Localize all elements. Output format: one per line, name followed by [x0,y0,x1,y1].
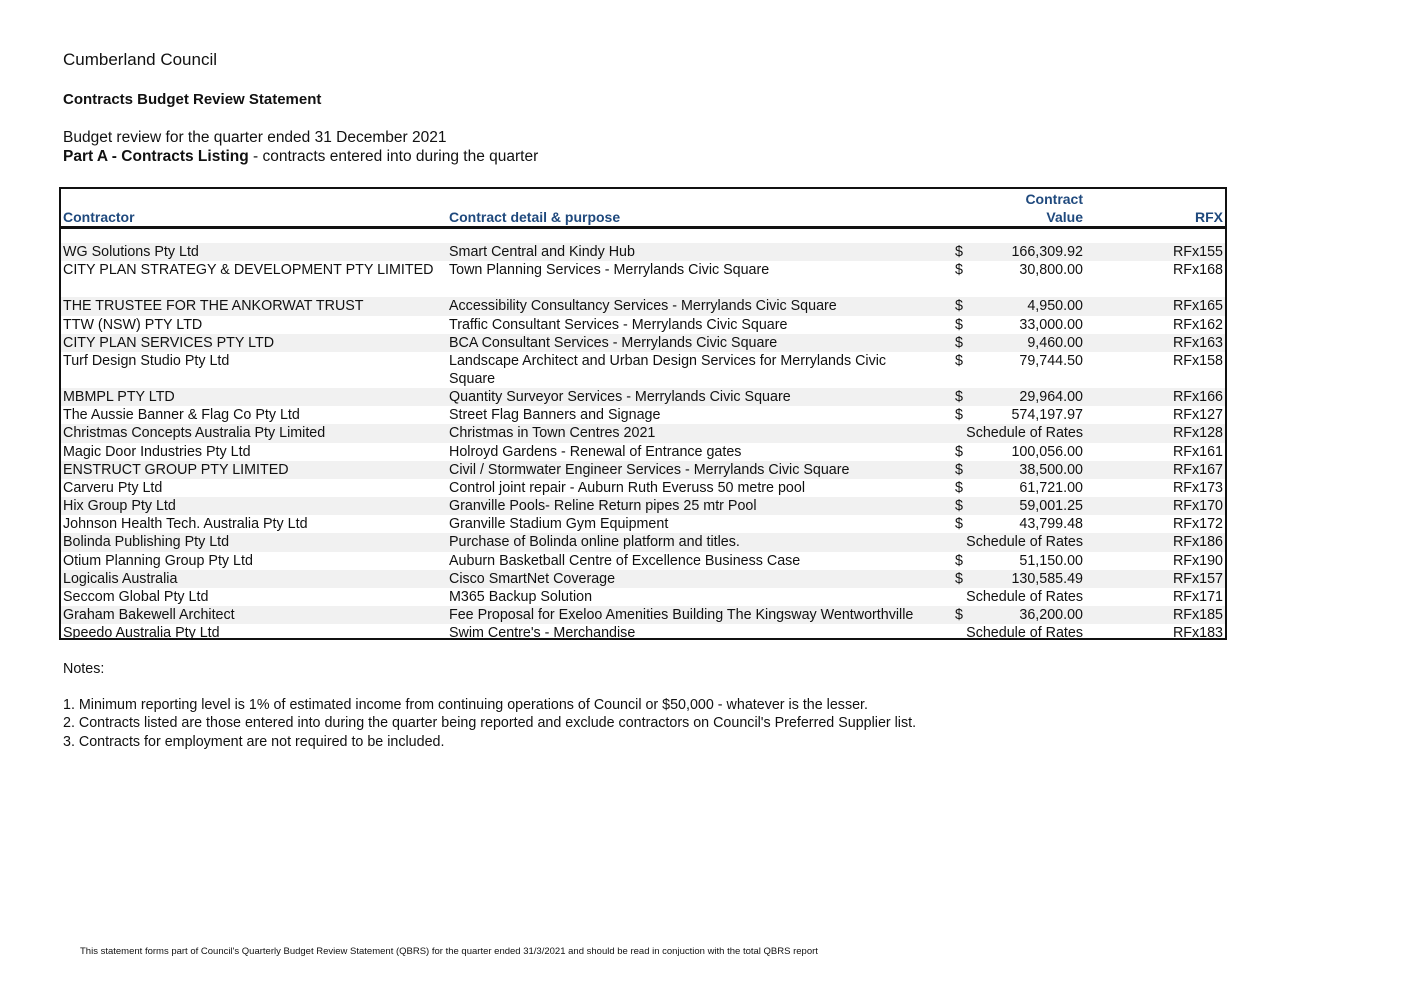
table-row [61,297,1225,315]
contractor-cell: CITY PLAN SERVICES PTY LTD [63,334,275,351]
currency-symbol: $ [955,388,963,405]
rfx-cell: RFx171 [1172,589,1223,605]
part-a-suffix: - contracts entered into during the quarter [248,148,539,165]
contract-value-cell: 166,309.92 [1011,244,1083,260]
contract-detail-cell: Town Planning Services - Merrylands Civic Square [449,262,770,279]
contract-value-cell: Schedule of Rates [966,425,1083,442]
part-a-label: Part A - Contracts Listing [63,148,249,165]
contract-detail-cell: Christmas in Town Centres 2021 [449,425,656,442]
table-row [61,388,1225,406]
table-row [61,316,1225,334]
rfx-cell: RFx167 [1172,461,1223,478]
rfx-cell: RFx172 [1172,516,1223,533]
table-row [61,461,1225,479]
contract-detail-cell: M365 Backup Solution [449,589,593,605]
table-row [61,552,1225,570]
contracts-table [59,187,1227,640]
contract-detail-cell: Granville Stadium Gym Equipment [449,516,669,533]
contract-value-cell: 36,200.00 [1019,607,1083,624]
organisation-name: Cumberland Council [63,50,218,69]
contract-detail-cell: Control joint repair - Auburn Ruth Everuss 50 metre pool [449,479,806,496]
header-value-line2: Value [1046,209,1083,225]
contract-detail-cell: Swim Centre's - Merchandise [449,625,636,642]
table-row [61,624,1225,642]
contractor-cell: Johnson Health Tech. Australia Pty Ltd [63,516,308,533]
contract-detail-cell: Granville Pools- Reline Return pipes 25 mtr Pool [449,498,757,515]
contract-value-cell: Schedule of Rates [966,625,1083,642]
contractor-cell: TTW (NSW) PTY LTD [63,316,203,333]
contract-value-cell: 61,721.00 [1019,479,1083,496]
contractor-cell: Magic Door Industries Pty Ltd [63,443,251,460]
header-contract-detail: Contract detail & purpose [449,209,621,225]
contract-value-cell: 130,585.49 [1011,570,1083,587]
rfx-cell: RFx157 [1172,570,1223,587]
contract-detail-cell: Auburn Basketball Centre of Excellence Business Case [449,552,801,569]
header-divider [61,226,1225,229]
currency-symbol: $ [955,298,963,315]
currency-symbol: $ [955,316,963,333]
contract-detail-cell: Landscape Architect and Urban Design Services for Merrylands Civic Square [449,352,887,387]
table-row [61,588,1225,606]
contract-detail-cell: Quantity Surveyor Services - Merrylands Civic Square [449,388,791,405]
contractor-cell: Otium Planning Group Pty Ltd [63,552,253,569]
table-row [61,479,1225,497]
contractor-cell: Turf Design Studio Pty Ltd [63,352,230,369]
table-row [61,606,1225,624]
table-row [61,334,1225,352]
currency-symbol: $ [955,498,963,515]
contractor-cell: Seccom Global Pty Ltd [63,589,209,605]
rfx-cell: RFx190 [1172,552,1223,569]
currency-symbol: $ [955,479,963,496]
contract-detail-cell: Street Flag Banners and Signage [449,407,661,424]
rfx-cell: RFx186 [1172,534,1223,551]
table-row [61,515,1225,533]
contract-detail-cell: Civil / Stormwater Engineer Services - Merrylands Civic Square [449,461,850,478]
table-row [61,533,1225,551]
contract-value-cell: 79,744.50 [1019,352,1083,369]
table-row [61,570,1225,588]
contract-value-cell: 51,150.00 [1019,552,1083,569]
table-row [61,406,1225,424]
contract-value-cell: 30,800.00 [1019,262,1083,279]
contract-value-cell: Schedule of Rates [966,534,1083,551]
part-a-heading [63,148,538,166]
currency-symbol: $ [955,461,963,478]
contract-detail-cell: Purchase of Bolinda online platform and titles. [449,534,740,551]
rfx-cell: RFx185 [1172,607,1223,624]
currency-symbol: $ [955,407,963,424]
contractor-cell: Christmas Concepts Australia Pty Limited [63,425,326,442]
rfx-cell: RFx173 [1172,479,1223,496]
contractor-cell: CITY PLAN STRATEGY & DEVELOPMENT PTY LIMITED [63,262,434,279]
rfx-cell: RFx158 [1172,352,1223,369]
contract-detail-cell: Holroyd Gardens - Renewal of Entrance gates [449,443,742,460]
currency-symbol: $ [955,262,963,279]
contract-value-cell: 29,964.00 [1019,388,1083,405]
rfx-cell: RFx161 [1172,443,1223,460]
table-row [61,443,1225,461]
rfx-cell: RFx183 [1172,625,1223,642]
currency-symbol: $ [955,516,963,533]
note-item: 2. Contracts listed are those entered into during the quarter being reported and exclude contractors on Council's Preferred Supplier list. [63,715,917,731]
table-row [61,424,1225,442]
rfx-cell: RFx165 [1172,298,1223,315]
currency-symbol: $ [955,443,963,460]
statement-title: Contracts Budget Review Statement [63,91,322,108]
header-rfx: RFX [1195,209,1223,225]
contract-value-cell: 9,460.00 [1027,334,1083,351]
contract-detail-cell: Fee Proposal for Exeloo Amenities Building The Kingsway Wentworthville [449,607,914,624]
contract-value-cell: 43,799.48 [1019,516,1083,533]
footer-note: This statement forms part of Council's Quarterly Budget Review Statement (QBRS) for the quarter ended 31/3/2021 and should be read in conjuction with the total QBRS report [80,946,818,957]
contractor-cell: Carveru Pty Ltd [63,479,163,496]
contract-detail-cell: BCA Consultant Services - Merrylands Civic Square [449,334,778,351]
rfx-cell: RFx166 [1172,388,1223,405]
contractor-cell: THE TRUSTEE FOR THE ANKORWAT TRUST [63,298,364,315]
contractor-cell: ENSTRUCT GROUP PTY LIMITED [63,461,289,478]
rfx-cell: RFx127 [1172,407,1223,424]
contractor-cell: Hix Group Pty Ltd [63,498,176,515]
contract-value-cell: Schedule of Rates [966,589,1083,605]
table-row [61,497,1225,515]
table-body [61,243,1225,643]
contractor-cell: WG Solutions Pty Ltd [63,244,199,260]
contract-detail-cell: Accessibility Consultancy Services - Merrylands Civic Square [449,298,837,315]
note-item: 1. Minimum reporting level is 1% of estimated income from continuing operations of Council or $50,000 - whatever is the lesser. [63,697,868,713]
note-item: 3. Contracts for employment are not required to be included. [63,734,445,750]
contractor-cell: MBMPL PTY LTD [63,388,175,405]
rfx-cell: RFx155 [1172,244,1223,260]
header-value-line1: Contract [1025,191,1083,207]
rfx-cell: RFx163 [1172,334,1223,351]
contract-value-cell: 574,197.97 [1011,407,1083,424]
row-spacer [61,279,1225,297]
currency-symbol: $ [955,244,963,260]
rfx-cell: RFx128 [1172,425,1223,442]
table-row [61,243,1225,261]
header-contract-value [961,190,1083,226]
contract-value-cell: 33,000.00 [1019,316,1083,333]
contractor-cell: Bolinda Publishing Pty Ltd [63,534,230,551]
contractor-cell: Graham Bakewell Architect [63,607,235,624]
contract-value-cell: 59,001.25 [1019,498,1083,515]
rfx-cell: RFx162 [1172,316,1223,333]
currency-symbol: $ [955,334,963,351]
rfx-cell: RFx168 [1172,262,1223,279]
contract-value-cell: 38,500.00 [1019,461,1083,478]
contractor-cell: The Aussie Banner & Flag Co Pty Ltd [63,407,300,424]
table-row [61,261,1225,279]
contract-detail-cell: Smart Central and Kindy Hub [449,244,635,260]
contractor-cell: Logicalis Australia [63,570,178,587]
contract-value-cell: 4,950.00 [1027,298,1083,315]
currency-symbol: $ [955,570,963,587]
currency-symbol: $ [955,607,963,624]
table-row [61,352,1225,388]
contract-detail-cell: Traffic Consultant Services - Merrylands Civic Square [449,316,788,333]
notes-heading: Notes: [63,661,105,677]
contract-value-cell: 100,056.00 [1011,443,1083,460]
rfx-cell: RFx170 [1172,498,1223,515]
contractor-cell: Speedo Australia Pty Ltd [63,625,220,642]
contract-detail-cell: Cisco SmartNet Coverage [449,570,616,587]
currency-symbol: $ [955,552,963,569]
currency-symbol: $ [955,352,963,369]
header-contractor: Contractor [63,209,135,225]
review-period: Budget review for the quarter ended 31 December 2021 [63,129,447,146]
